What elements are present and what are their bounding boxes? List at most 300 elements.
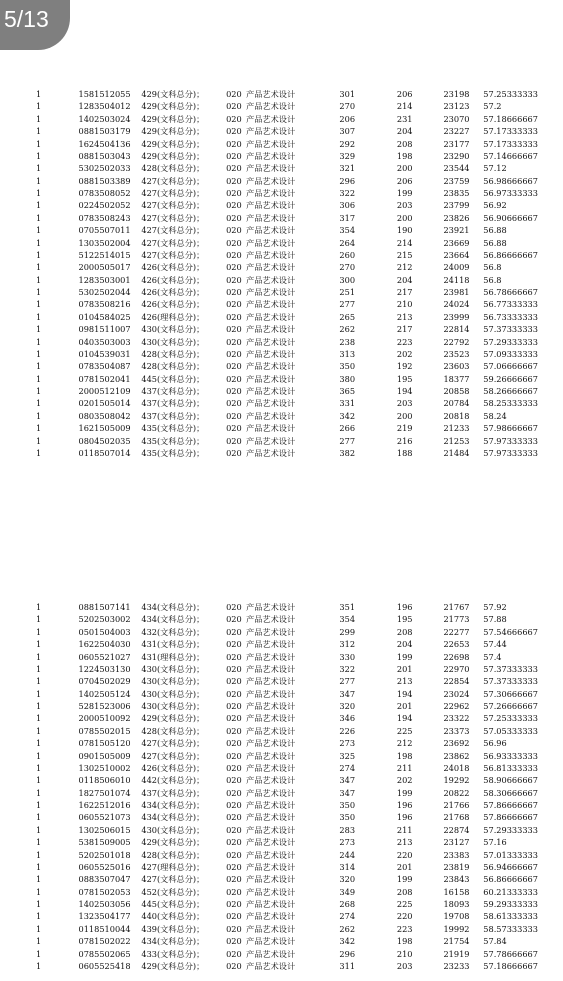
composite-score-cell: 57.88 — [483, 614, 507, 625]
culture-score-cell: 354 — [339, 225, 356, 236]
culture-score-cell: 273 — [339, 837, 356, 848]
table-row — [36, 323, 563, 335]
major-name-cell: 产品艺术设计 — [246, 837, 296, 848]
major-code-cell: 020 — [226, 89, 242, 99]
culture-score-cell: 350 — [339, 812, 356, 823]
table-row — [36, 311, 563, 323]
art-score-cell: 200 — [396, 163, 413, 174]
composite-score-cell: 56.77333333 — [483, 299, 538, 310]
composite-score-cell: 56.81333333 — [483, 762, 538, 773]
composite-score-cell: 58.90666667 — [483, 775, 538, 786]
candidate-id-cell: 0981511007 — [78, 324, 131, 335]
major-name-cell: 产品艺术设计 — [246, 324, 296, 335]
total-score-cell: 427(文科总分)； — [141, 212, 205, 223]
composite-score-cell: 57.01333333 — [483, 849, 538, 860]
art-score-cell: 192 — [396, 361, 413, 372]
major-name-cell: 产品艺术设计 — [246, 336, 296, 347]
table-row — [36, 224, 563, 236]
table-row — [36, 199, 563, 211]
art-score-cell: 202 — [396, 348, 413, 359]
table-row — [36, 688, 563, 700]
flag-cell: 1 — [36, 113, 42, 124]
major-code-cell: 020 — [226, 812, 242, 823]
candidate-id-cell: 0901505009 — [78, 750, 131, 761]
culture-score-cell: 311 — [339, 960, 356, 971]
composite-score-cell: 56.88 — [483, 237, 507, 248]
culture-score-cell: 265 — [339, 311, 356, 322]
flag-cell: 1 — [36, 911, 42, 922]
flag-cell: 1 — [36, 713, 42, 724]
table-row — [36, 787, 563, 799]
major-code-cell: 020 — [226, 287, 242, 297]
table-row — [36, 886, 563, 898]
total-score-cell: 435(文科总分)； — [141, 447, 205, 458]
rank-cell: 18093 — [443, 899, 470, 909]
culture-score-cell: 244 — [339, 849, 356, 860]
total-score-cell: 434(文科总分)； — [141, 602, 205, 612]
art-score-cell: 204 — [396, 274, 413, 285]
culture-score-cell: 317 — [339, 212, 356, 223]
major-name-cell: 产品艺术设计 — [246, 800, 296, 810]
art-score-cell: 203 — [396, 200, 413, 211]
major-code-cell: 020 — [226, 336, 242, 347]
total-score-cell: 452(文科总分)； — [141, 886, 205, 897]
composite-score-cell: 57.12 — [483, 163, 507, 174]
art-score-cell: 201 — [396, 861, 413, 872]
major-name-cell: 产品艺术设计 — [246, 948, 296, 959]
art-score-cell: 196 — [396, 812, 413, 823]
flag-cell: 1 — [36, 225, 42, 236]
culture-score-cell: 321 — [339, 163, 356, 174]
major-code-cell: 020 — [226, 435, 242, 446]
composite-score-cell: 56.86666667 — [483, 874, 538, 885]
candidate-id-cell: 1624504136 — [78, 138, 131, 149]
table-row — [36, 435, 563, 447]
candidate-id-cell: 0881507141 — [78, 602, 131, 612]
major-code-cell: 020 — [226, 775, 242, 786]
table-row — [36, 960, 563, 972]
total-score-cell: 427(文科总分)； — [141, 874, 205, 885]
culture-score-cell: 262 — [339, 923, 356, 934]
art-score-cell: 194 — [396, 386, 413, 396]
flag-cell: 1 — [36, 960, 42, 971]
art-score-cell: 199 — [396, 651, 413, 662]
major-code-cell: 020 — [226, 348, 242, 359]
major-name-cell: 产品艺术设计 — [246, 212, 296, 223]
total-score-cell: 429(文科总分)； — [141, 113, 205, 124]
art-score-cell: 216 — [396, 435, 413, 446]
flag-cell: 1 — [36, 361, 42, 372]
table-row — [36, 336, 563, 348]
total-score-cell: 430(文科总分)； — [141, 676, 205, 687]
art-score-cell: 200 — [396, 212, 413, 223]
art-score-cell: 212 — [396, 738, 413, 749]
flag-cell: 1 — [36, 175, 42, 186]
major-code-cell: 020 — [226, 373, 242, 384]
rank-cell: 23664 — [443, 249, 470, 260]
composite-score-cell: 56.98666667 — [483, 175, 538, 186]
culture-score-cell: 270 — [339, 262, 356, 273]
table-row — [36, 373, 563, 385]
major-name-cell: 产品艺术设计 — [246, 113, 296, 124]
flag-cell: 1 — [36, 212, 42, 223]
composite-score-cell: 56.86666667 — [483, 249, 538, 260]
total-score-cell: 426(文科总分)； — [141, 299, 205, 310]
major-code-cell: 020 — [226, 800, 242, 810]
culture-score-cell: 347 — [339, 688, 356, 699]
major-code-cell: 020 — [226, 410, 242, 421]
candidate-id-cell: 2000505017 — [78, 262, 131, 273]
major-name-cell: 产品艺术设计 — [246, 861, 296, 872]
art-score-cell: 208 — [396, 886, 413, 897]
composite-score-cell: 58.57333333 — [483, 923, 538, 934]
rank-cell: 23921 — [443, 225, 470, 236]
major-code-cell: 020 — [226, 676, 242, 687]
major-name-cell: 产品艺术设计 — [246, 812, 296, 823]
total-score-cell: 426(理科总分)； — [141, 311, 205, 322]
rank-cell: 23322 — [443, 713, 470, 724]
major-name-cell: 产品艺术设计 — [246, 923, 296, 934]
total-score-cell: 427(文科总分)； — [141, 249, 205, 260]
major-code-cell: 020 — [226, 787, 242, 798]
rank-cell: 20858 — [443, 386, 470, 396]
composite-score-cell: 57.29333333 — [483, 824, 538, 835]
flag-cell: 1 — [36, 138, 42, 149]
major-name-cell: 产品艺术设计 — [246, 849, 296, 860]
composite-score-cell: 57.37333333 — [483, 676, 538, 687]
rank-cell: 20784 — [443, 398, 470, 409]
flag-cell: 1 — [36, 775, 42, 786]
candidate-id-cell: 0881503389 — [78, 175, 131, 186]
total-score-cell: 427(文科总分)； — [141, 200, 205, 211]
art-score-cell: 198 — [396, 150, 413, 161]
flag-cell: 1 — [36, 386, 42, 396]
flag-cell: 1 — [36, 738, 42, 749]
major-name-cell: 产品艺术设计 — [246, 639, 296, 650]
total-score-cell: 434(文科总分)； — [141, 614, 205, 625]
candidate-id-cell: 2000510092 — [78, 713, 131, 724]
culture-score-cell: 347 — [339, 775, 356, 786]
art-score-cell: 196 — [396, 602, 413, 612]
table-row — [36, 385, 563, 397]
flag-cell: 1 — [36, 447, 42, 458]
culture-score-cell: 299 — [339, 626, 356, 637]
flag-cell: 1 — [36, 800, 42, 810]
rank-cell: 23123 — [443, 101, 470, 112]
major-code-cell: 020 — [226, 701, 242, 711]
rank-cell: 23999 — [443, 311, 470, 322]
total-score-cell: 430(文科总分)； — [141, 701, 205, 711]
major-code-cell: 020 — [226, 725, 242, 736]
composite-score-cell: 56.93333333 — [483, 750, 538, 761]
composite-score-cell: 57.17333333 — [483, 138, 538, 149]
total-score-cell: 429(文科总分)； — [141, 837, 205, 848]
flag-cell: 1 — [36, 936, 42, 947]
culture-score-cell: 277 — [339, 299, 356, 310]
total-score-cell: 432(文科总分)； — [141, 626, 205, 637]
rank-cell: 23843 — [443, 874, 470, 885]
candidate-id-cell: 0783508216 — [78, 299, 131, 310]
flag-cell: 1 — [36, 188, 42, 198]
candidate-id-cell: 1581512055 — [78, 89, 131, 99]
flag-cell: 1 — [36, 861, 42, 872]
rank-cell: 24024 — [443, 299, 470, 310]
table-row — [36, 397, 563, 409]
art-score-cell: 223 — [396, 923, 413, 934]
candidate-id-cell: 5302502033 — [78, 163, 131, 174]
composite-score-cell: 57.78666667 — [483, 948, 538, 959]
total-score-cell: 437(文科总分)； — [141, 787, 205, 798]
major-name-cell: 产品艺术设计 — [246, 960, 296, 971]
major-name-cell: 产品艺术设计 — [246, 824, 296, 835]
major-code-cell: 020 — [226, 225, 242, 236]
major-name-cell: 产品艺术设计 — [246, 373, 296, 384]
rank-cell: 23177 — [443, 138, 470, 149]
culture-score-cell: 274 — [339, 911, 356, 922]
flag-cell: 1 — [36, 435, 42, 446]
flag-cell: 1 — [36, 324, 42, 335]
flag-cell: 1 — [36, 614, 42, 625]
culture-score-cell: 307 — [339, 126, 356, 137]
major-name-cell: 产品艺术设计 — [246, 150, 296, 161]
major-name-cell: 产品艺术设计 — [246, 237, 296, 248]
total-score-cell: 428(文科总分)； — [141, 361, 205, 372]
art-score-cell: 211 — [396, 824, 413, 835]
candidate-id-cell: 5122514015 — [78, 249, 131, 260]
major-code-cell: 020 — [226, 762, 242, 773]
art-score-cell: 199 — [396, 188, 413, 198]
candidate-id-cell: 0201505014 — [78, 398, 131, 409]
art-score-cell: 196 — [396, 800, 413, 810]
major-code-cell: 020 — [226, 398, 242, 409]
composite-score-cell: 57.18666667 — [483, 113, 538, 124]
candidate-id-cell: 0403503003 — [78, 336, 131, 347]
culture-score-cell: 296 — [339, 175, 356, 186]
flag-cell: 1 — [36, 663, 42, 674]
rank-cell: 19992 — [443, 923, 470, 934]
composite-score-cell: 57.86666667 — [483, 812, 538, 823]
flag-cell: 1 — [36, 423, 42, 434]
composite-score-cell: 57.37333333 — [483, 663, 538, 674]
major-code-cell: 020 — [226, 212, 242, 223]
culture-score-cell: 226 — [339, 725, 356, 736]
flag-cell: 1 — [36, 639, 42, 650]
rank-cell: 23290 — [443, 150, 470, 161]
composite-score-cell: 58.61333333 — [483, 911, 538, 922]
total-score-cell: 426(文科总分)； — [141, 287, 205, 297]
admission-table-upper — [36, 88, 563, 459]
rank-cell: 24018 — [443, 762, 470, 773]
flag-cell: 1 — [36, 886, 42, 897]
art-score-cell: 220 — [396, 911, 413, 922]
major-code-cell: 020 — [226, 138, 242, 149]
rank-cell: 23692 — [443, 738, 470, 749]
art-score-cell: 215 — [396, 249, 413, 260]
table-row — [36, 422, 563, 434]
candidate-id-cell: 1621505009 — [78, 423, 131, 434]
major-code-cell: 020 — [226, 923, 242, 934]
total-score-cell: 427(文科总分)； — [141, 188, 205, 198]
culture-score-cell: 342 — [339, 410, 356, 421]
major-name-cell: 产品艺术设计 — [246, 651, 296, 662]
culture-score-cell: 342 — [339, 936, 356, 947]
flag-cell: 1 — [36, 101, 42, 112]
table-row — [36, 849, 563, 861]
flag-cell: 1 — [36, 249, 42, 260]
composite-score-cell: 57.2 — [483, 101, 502, 112]
total-score-cell: 430(文科总分)； — [141, 824, 205, 835]
flag-cell: 1 — [36, 874, 42, 885]
candidate-id-cell: 0118510044 — [78, 923, 131, 934]
composite-score-cell: 60.21333333 — [483, 886, 538, 897]
culture-score-cell: 277 — [339, 435, 356, 446]
rank-cell: 23024 — [443, 688, 470, 699]
candidate-id-cell: 0118507014 — [78, 447, 131, 458]
table-row — [36, 274, 563, 286]
flag-cell: 1 — [36, 750, 42, 761]
composite-score-cell: 56.78666667 — [483, 287, 538, 297]
flag-cell: 1 — [36, 787, 42, 798]
major-code-cell: 020 — [226, 262, 242, 273]
major-code-cell: 020 — [226, 713, 242, 724]
candidate-id-cell: 1402505124 — [78, 688, 131, 699]
flag-cell: 1 — [36, 200, 42, 211]
major-code-cell: 020 — [226, 936, 242, 947]
flag-cell: 1 — [36, 150, 42, 161]
composite-score-cell: 57.25333333 — [483, 713, 538, 724]
art-score-cell: 188 — [396, 447, 413, 458]
culture-score-cell: 268 — [339, 899, 356, 909]
composite-score-cell: 57.97333333 — [483, 447, 538, 458]
candidate-id-cell: 2000512109 — [78, 386, 131, 396]
composite-score-cell: 57.26666667 — [483, 701, 538, 711]
culture-score-cell: 266 — [339, 423, 356, 434]
major-name-cell: 产品艺术设计 — [246, 188, 296, 198]
major-code-cell: 020 — [226, 274, 242, 285]
candidate-id-cell: 0781502041 — [78, 373, 131, 384]
major-name-cell: 产品艺术设计 — [246, 886, 296, 897]
total-score-cell: 445(文科总分)； — [141, 373, 205, 384]
total-score-cell: 433(文科总分)； — [141, 948, 205, 959]
total-score-cell: 437(文科总分)； — [141, 410, 205, 421]
flag-cell: 1 — [36, 602, 42, 612]
culture-score-cell: 322 — [339, 663, 356, 674]
flag-cell: 1 — [36, 626, 42, 637]
art-score-cell: 198 — [396, 936, 413, 947]
total-score-cell: 431(理科总分)； — [141, 651, 205, 662]
composite-score-cell: 56.90666667 — [483, 212, 538, 223]
culture-score-cell: 330 — [339, 651, 356, 662]
rank-cell: 21484 — [443, 447, 470, 458]
total-score-cell: 428(文科总分)； — [141, 348, 205, 359]
rank-cell: 23759 — [443, 175, 470, 186]
table-row — [36, 150, 563, 162]
art-score-cell: 220 — [396, 849, 413, 860]
rank-cell: 21766 — [443, 800, 470, 810]
table-row — [36, 910, 563, 922]
rank-cell: 23669 — [443, 237, 470, 248]
culture-score-cell: 296 — [339, 948, 356, 959]
rank-cell: 20818 — [443, 410, 470, 421]
art-score-cell: 199 — [396, 787, 413, 798]
candidate-id-cell: 0881503179 — [78, 126, 131, 137]
rank-cell: 22277 — [443, 626, 470, 637]
art-score-cell: 201 — [396, 663, 413, 674]
major-code-cell: 020 — [226, 960, 242, 971]
composite-score-cell: 57.4 — [483, 651, 502, 662]
total-score-cell: 428(文科总分)； — [141, 725, 205, 736]
flag-cell: 1 — [36, 676, 42, 687]
flag-cell: 1 — [36, 287, 42, 297]
flag-cell: 1 — [36, 837, 42, 848]
major-name-cell: 产品艺术设计 — [246, 775, 296, 786]
table-row — [36, 651, 563, 663]
major-name-cell: 产品艺术设计 — [246, 126, 296, 137]
culture-score-cell: 274 — [339, 762, 356, 773]
major-code-cell: 020 — [226, 423, 242, 434]
culture-score-cell: 273 — [339, 738, 356, 749]
flag-cell: 1 — [36, 398, 42, 409]
candidate-id-cell: 0783504087 — [78, 361, 131, 372]
major-name-cell: 产品艺术设计 — [246, 676, 296, 687]
candidate-id-cell: 0104539031 — [78, 348, 131, 359]
art-score-cell: 194 — [396, 713, 413, 724]
major-name-cell: 产品艺术设计 — [246, 89, 296, 99]
major-name-cell: 产品艺术设计 — [246, 614, 296, 625]
major-name-cell: 产品艺术设计 — [246, 274, 296, 285]
candidate-id-cell: 0803508042 — [78, 410, 131, 421]
total-score-cell: 429(文科总分)； — [141, 101, 205, 112]
total-score-cell: 431(文科总分)； — [141, 639, 205, 650]
candidate-id-cell: 0605525418 — [78, 960, 131, 971]
total-score-cell: 429(文科总分)； — [141, 713, 205, 724]
flag-cell: 1 — [36, 89, 42, 99]
flag-cell: 1 — [36, 311, 42, 322]
candidate-id-cell: 0118506010 — [78, 775, 131, 786]
major-code-cell: 020 — [226, 386, 242, 396]
composite-score-cell: 59.29333333 — [483, 899, 538, 909]
composite-score-cell: 57.05333333 — [483, 725, 538, 736]
table-row — [36, 948, 563, 960]
candidate-id-cell: 1323504177 — [78, 911, 131, 922]
total-score-cell: 427(文科总分)； — [141, 738, 205, 749]
composite-score-cell: 58.26666667 — [483, 386, 538, 396]
major-name-cell: 产品艺术设计 — [246, 287, 296, 297]
composite-score-cell: 57.97333333 — [483, 435, 538, 446]
major-name-cell: 产品艺术设计 — [246, 101, 296, 112]
flag-cell: 1 — [36, 762, 42, 773]
culture-score-cell: 350 — [339, 361, 356, 372]
table-row — [36, 249, 563, 261]
major-code-cell: 020 — [226, 101, 242, 112]
candidate-id-cell: 1302510002 — [78, 762, 131, 773]
rank-cell: 18377 — [443, 373, 470, 384]
composite-score-cell: 56.8 — [483, 274, 502, 285]
flag-cell: 1 — [36, 274, 42, 285]
flag-cell: 1 — [36, 923, 42, 934]
art-score-cell: 203 — [396, 398, 413, 409]
table-row — [36, 824, 563, 836]
candidate-id-cell: 1302506015 — [78, 824, 131, 835]
major-name-cell: 产品艺术设计 — [246, 163, 296, 174]
composite-score-cell: 57.44 — [483, 639, 507, 650]
rank-cell: 19708 — [443, 911, 470, 922]
rank-cell: 23198 — [443, 89, 470, 99]
total-score-cell: 426(文科总分)； — [141, 762, 205, 773]
major-name-cell: 产品艺术设计 — [246, 386, 296, 396]
total-score-cell: 445(文科总分)； — [141, 899, 205, 909]
candidate-id-cell: 0501504003 — [78, 626, 131, 637]
